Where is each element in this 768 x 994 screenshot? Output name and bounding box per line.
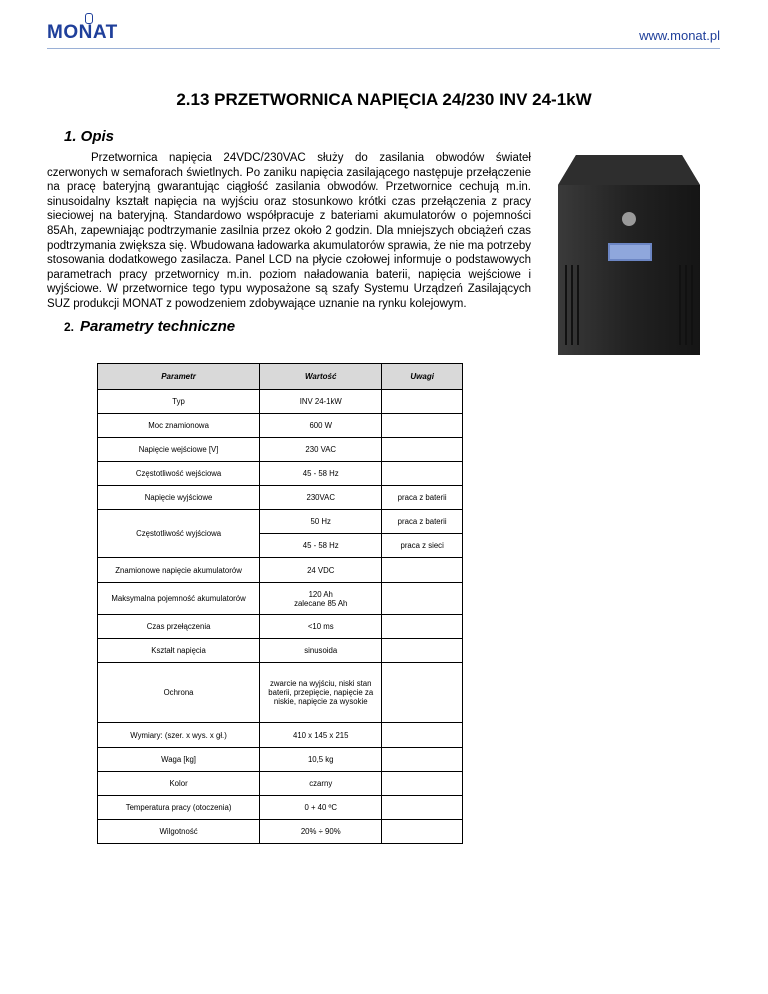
cell-note xyxy=(382,723,463,748)
cell-value: sinusoida xyxy=(260,639,382,663)
table-row xyxy=(98,820,463,844)
monat-logo: MONAT xyxy=(47,22,118,43)
page-title: 2.13 PRZETWORNICA NAPIĘCIA 24/230 INV 24-1kW xyxy=(176,90,592,109)
cell-param: Maksymalna pojemność akumulatorów xyxy=(98,583,260,615)
cell-note: praca z baterii xyxy=(382,486,463,510)
cell-value: 45 - 58 Hz xyxy=(260,462,382,486)
cell-note xyxy=(382,820,463,844)
cell-param: Typ xyxy=(98,390,260,414)
table-row xyxy=(98,414,463,438)
cell-value: 230VAC xyxy=(260,486,382,510)
cell-param: Moc znamionowa xyxy=(98,414,260,438)
spec-table xyxy=(97,363,463,844)
cell-value: 230 VAC xyxy=(260,438,382,462)
cell-param: Znamionowe napięcie akumulatorów xyxy=(98,558,260,583)
cell-value: 20% ÷ 90% xyxy=(260,820,382,844)
table-row xyxy=(98,748,463,772)
cell-note xyxy=(382,639,463,663)
table-row xyxy=(98,723,463,748)
cell-param: Temperatura pracy (otoczenia) xyxy=(98,796,260,820)
table-row xyxy=(98,772,463,796)
table-header-row xyxy=(98,364,463,390)
header-wartosc: Wartość xyxy=(260,364,382,390)
cell-value: czarny xyxy=(260,772,382,796)
header-parametr: Parametr xyxy=(98,364,260,390)
cell-note xyxy=(382,772,463,796)
cell-value: 120 Ah zalecane 85 Ah xyxy=(260,583,382,615)
cell-value: 600 W xyxy=(260,414,382,438)
cell-param: Częstotliwość wyjściowa xyxy=(98,510,260,558)
cell-note xyxy=(382,390,463,414)
cell-param: Częstotliwość wejściowa xyxy=(98,462,260,486)
cell-value: 10,5 kg xyxy=(260,748,382,772)
table-row xyxy=(98,796,463,820)
cell-note: praca z baterii xyxy=(382,510,463,534)
section-heading-opis: 1. Opis xyxy=(64,128,115,145)
cell-param: Waga [kg] xyxy=(98,748,260,772)
cell-note xyxy=(382,462,463,486)
table-row xyxy=(98,583,463,615)
table-row xyxy=(98,615,463,639)
cell-value: 0 + 40 ºC xyxy=(260,796,382,820)
cell-value: 50 Hz xyxy=(260,510,382,534)
cell-param: Kształt napięcia xyxy=(98,639,260,663)
cell-param: Napięcie wejściowe [V] xyxy=(98,438,260,462)
table-row xyxy=(98,510,463,534)
cell-value: 410 x 145 x 215 xyxy=(260,723,382,748)
logo-mark-icon xyxy=(85,13,93,24)
cell-note xyxy=(382,615,463,639)
cell-value: INV 24-1kW xyxy=(260,390,382,414)
cell-note xyxy=(382,748,463,772)
cell-value: 45 - 58 Hz xyxy=(260,534,382,558)
table-row xyxy=(98,558,463,583)
cell-param: Czas przełączenia xyxy=(98,615,260,639)
cell-note xyxy=(382,414,463,438)
cell-value: <10 ms xyxy=(260,615,382,639)
table-row xyxy=(98,663,463,723)
table-row xyxy=(98,438,463,462)
cell-note xyxy=(382,583,463,615)
table-row xyxy=(98,639,463,663)
table-row xyxy=(98,462,463,486)
cell-param: Kolor xyxy=(98,772,260,796)
section-heading-parametry: 2. Parametry techniczne xyxy=(64,318,236,335)
cell-value: zwarcie na wyjściu, niski stan baterii, przepięcie, napięcie za niskie, napięcie za wysokie xyxy=(260,663,382,723)
website-link[interactable]: www.monat.pl xyxy=(639,28,720,43)
description-paragraph: Przetwornica napięcia 24VDC/230VAC służy do zasilania obwodów świateł czerwonych w semaforach świetlnych. Po zaniku napięcia zasilającego następuje przełączenie na pracę bateryjną gwarantując ciągłość zasilania obwodów. Przetwornice cechują m.in. sinusoidalny kształt napięcia na wyjściu oraz stosunkowo krótki czas przełączenia z pracy sieciowej na bateryjną. Standardowo współpracuje z bateriami akumulatorów o pojemności 85Ah, zapewniając podtrzymanie zasilnia przez około 2 godzin. Dla mniejszych obciążeń czas podtrzymania zwiększa się. Wbudowana ładowarka akumulatorów sprawia, że nie ma potrzeby stosowania dodatkowego zasilacza. Panel LCD na płycie czołowej informuje o podstawowych parametrach pracy przetwornicy m.in. poziom naładowania baterii, napięcia wejściowe i wyjściowe. W przetwornice tego typu wyposażone są szafy Systemu Urządzeń Zasilających SUZ produkcji MONAT z powodzeniem zdobywające uznanie na rynku kolejowym. xyxy=(47,152,531,310)
cell-note xyxy=(382,663,463,723)
cell-note: praca z sieci xyxy=(382,534,463,558)
table-row xyxy=(98,390,463,414)
cell-param: Ochrona xyxy=(98,663,260,723)
page-header xyxy=(47,18,720,49)
cell-note xyxy=(382,558,463,583)
cell-note xyxy=(382,438,463,462)
table-row xyxy=(98,486,463,510)
cell-value: 24 VDC xyxy=(260,558,382,583)
inverter-photo xyxy=(558,155,700,355)
cell-note xyxy=(382,796,463,820)
cell-param: Wymiary: (szer. x wys. x gł.) xyxy=(98,723,260,748)
cell-param: Napięcie wyjściowe xyxy=(98,486,260,510)
cell-param: Wilgotność xyxy=(98,820,260,844)
header-uwagi: Uwagi xyxy=(382,364,463,390)
